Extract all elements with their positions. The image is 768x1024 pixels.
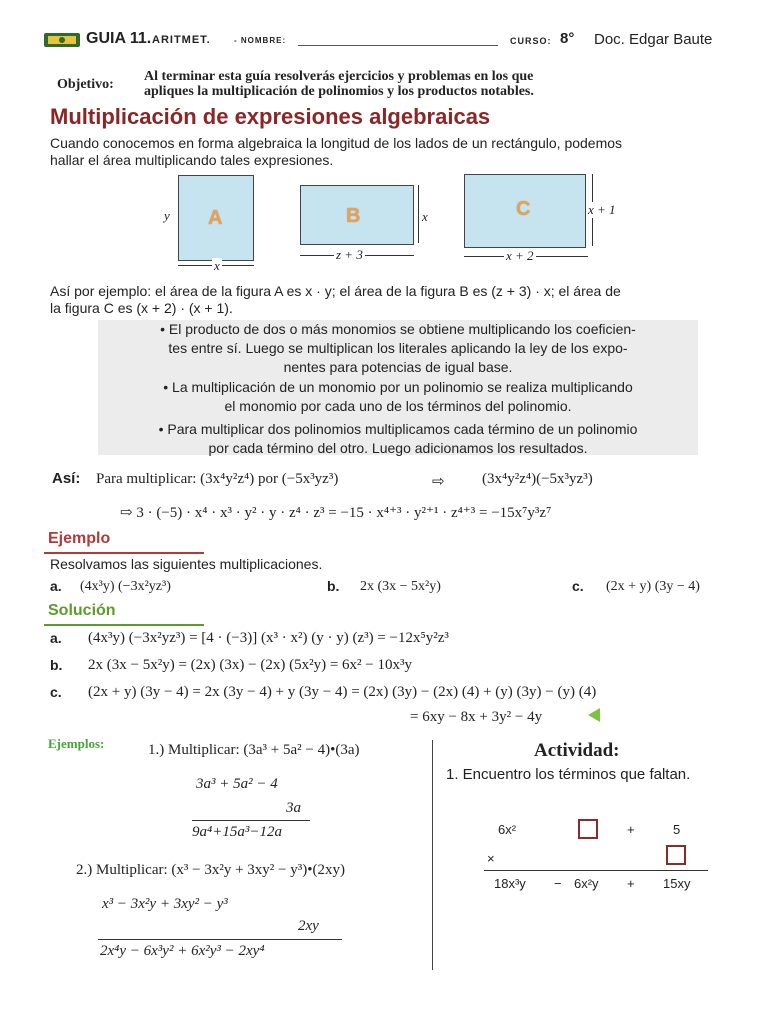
asi-line2: ⇨ 3 · (−5) · x⁴ · x³ · y² · y · z⁴ · z³ = −15 · x⁴⁺³ · y²⁺¹ · z⁴⁺³ = −15x⁷y³z⁷ (120, 505, 552, 521)
rule-3-line1: • Para multiplicar dos polinomios multiplicamos cada término de un polinomio (158, 421, 638, 437)
ex2-line (98, 939, 342, 940)
row1-term-b: 5 (673, 822, 681, 837)
figure-b-bottom: z + 3 (336, 247, 363, 262)
rule-3 (98, 420, 698, 458)
logo-icon (44, 31, 80, 49)
grade-label: 8° (560, 30, 575, 47)
ejemplo-b-expr: 2x (3x − 5x²y) (360, 579, 441, 594)
solucion-c-label: c. (50, 684, 62, 700)
rule-1-line2: tes entre sí. Luego se multiplican los literales aplicando la ley de los expo- (168, 340, 628, 356)
rule-3-line2: por cada término del otro. Luego adicionamos los resultados. (208, 440, 588, 456)
ex1-row1: 3a³ + 5a² − 4 (196, 776, 278, 792)
solucion-a-label: a. (50, 630, 62, 646)
rule-2 (98, 378, 698, 416)
ex2-row2: 2xy (298, 918, 319, 934)
objective-line2: apliques la multiplicación de polinomios y los productos notables. (144, 84, 534, 99)
actividad-heading: Actividad: (534, 740, 620, 761)
row1-plus: + (627, 822, 635, 837)
ex1-row2: 3a (286, 800, 301, 816)
dimension-arrow-icon (418, 185, 419, 243)
figure-a-label: A (208, 207, 223, 229)
row1-term-a: 6x² (498, 822, 517, 837)
figure-a (160, 173, 270, 273)
nombre-line[interactable] (298, 45, 498, 46)
solucion-a-expr: (4x³y) (−3x²yz³) = [4 · (−3)] (x³ · x²) (y · y) (z³) = −12x⁵y²z³ (88, 630, 449, 646)
ex1-result: 9a⁴+15a³−12a (192, 824, 282, 840)
example-line2: la figura C es (x + 2) · (x + 1). (50, 300, 233, 316)
figure-c-side: x + 1 (588, 202, 616, 217)
figure-c-bottom: x + 2 (506, 248, 534, 263)
solucion-b-label: b. (50, 657, 63, 673)
intro-line1: Cuando conocemos en forma algebraica la longitud de los lados de un rectángulo, podemos (50, 135, 623, 151)
solucion-c2-expr: = 6xy − 8x + 3y² − 4y (410, 709, 543, 725)
curso-label: CURSO: (510, 36, 552, 46)
page-title: Multiplicación de expresiones algebraicas (50, 104, 491, 129)
solucion-c-expr: (2x + y) (3y − 4) = 2x (3y − 4) + y (3y − 4) = (2x) (3y) − (2x) (4) + (y) (3y) − (y) (4) (88, 684, 597, 700)
header (44, 28, 734, 54)
figure-a-bottom: x (214, 258, 220, 273)
asi-label: Así: (52, 470, 81, 487)
teacher-label: Doc. Edgar Baute (594, 31, 713, 48)
ex1-title: 1.) Multiplicar: (3a³ + 5a² − 4)•(3a) (148, 742, 360, 758)
ex2-title: 2.) Multiplicar: (x³ − 3x²y + 3xy² − y³)•(2xy) (76, 862, 345, 878)
ex2-row1: x³ − 3x²y + 3xy² − y³ (102, 896, 228, 912)
figure-b-label: B (346, 205, 361, 227)
asi-arrow-icon: ⇨ (432, 473, 445, 490)
intro-line2: hallar el área multiplicando tales expresiones. (50, 152, 334, 168)
ex2-result: 2x⁴y − 6x³y² + 6x²y³ − 2xy⁴ (100, 943, 265, 959)
rule-2-line1: • La multiplicación de un monomio por un polinomio se realiza multiplicando (163, 379, 633, 395)
rule-2-line2: el monomio por cada uno de los términos del polinomio. (224, 398, 572, 414)
ejemplos-heading: Ejemplos: (48, 736, 105, 751)
rule-1-line3: nentes para potencias de igual base. (283, 359, 513, 375)
ejemplo-c-expr: (2x + y) (3y − 4) (606, 579, 700, 594)
actividad-item: 1. Encuentro los términos que faltan. (446, 766, 691, 783)
asi-text: Para multiplicar: (3x⁴y²z⁴) por (−5x³yz³) (96, 471, 339, 487)
times-sign: × (487, 851, 495, 866)
nombre-label: - NOMBRE: (234, 36, 287, 45)
missing-multiplier-box[interactable] (666, 845, 686, 865)
ejemplo-text: Resolvamos las siguientes multiplicaciones. (50, 556, 323, 572)
figure-b-side: x (422, 209, 428, 224)
solucion-heading: Solución (48, 602, 116, 619)
rule-1-line1: • El producto de dos o más monomios se obtiene multiplicando los coeficien- (160, 321, 636, 337)
objective-line1: Al terminar esta guía resolverás ejercicios y problemas en los que (144, 69, 534, 84)
result-term-a: 18x³y (494, 876, 526, 891)
ejemplo-heading: Ejemplo (48, 530, 111, 547)
ejemplo-b-label: b. (327, 578, 340, 594)
figure-b (298, 173, 438, 273)
rule-1 (98, 320, 698, 377)
asi-result1: (3x⁴y²z⁴)(−5x³yz³) (482, 471, 593, 487)
solucion-b-expr: 2x (3x − 5x²y) = (2x) (3x) − (2x) (5x²y) = 6x² − 10x³y (88, 657, 412, 673)
ex1-line (192, 820, 310, 821)
objective-label: Objetivo: (57, 77, 114, 92)
ejemplo-c-label: c. (572, 578, 584, 594)
pointer-triangle-icon (588, 708, 600, 722)
result-plus: + (627, 876, 635, 891)
result-term-c: 15xy (663, 876, 691, 891)
ejemplo-a-expr: (4x³y) (−3x²yz³) (80, 579, 171, 594)
guia-label: GUIA 11. (86, 30, 152, 47)
example-line1: Así por ejemplo: el área de la figura A es x · y; el área de la figura B es (z + 3) · x; el área de (50, 283, 621, 299)
column-divider (432, 740, 433, 970)
result-term-b: 6x²y (574, 876, 599, 891)
actividad-line (484, 870, 708, 871)
result-minus: − (554, 876, 562, 891)
missing-term-box[interactable] (578, 819, 598, 839)
ejemplo-a-label: a. (50, 578, 62, 594)
figure-c (460, 170, 630, 270)
subject-label: ARITMET. (152, 34, 211, 46)
figure-a-side: y (164, 208, 170, 223)
figure-c-label: C (516, 198, 531, 220)
